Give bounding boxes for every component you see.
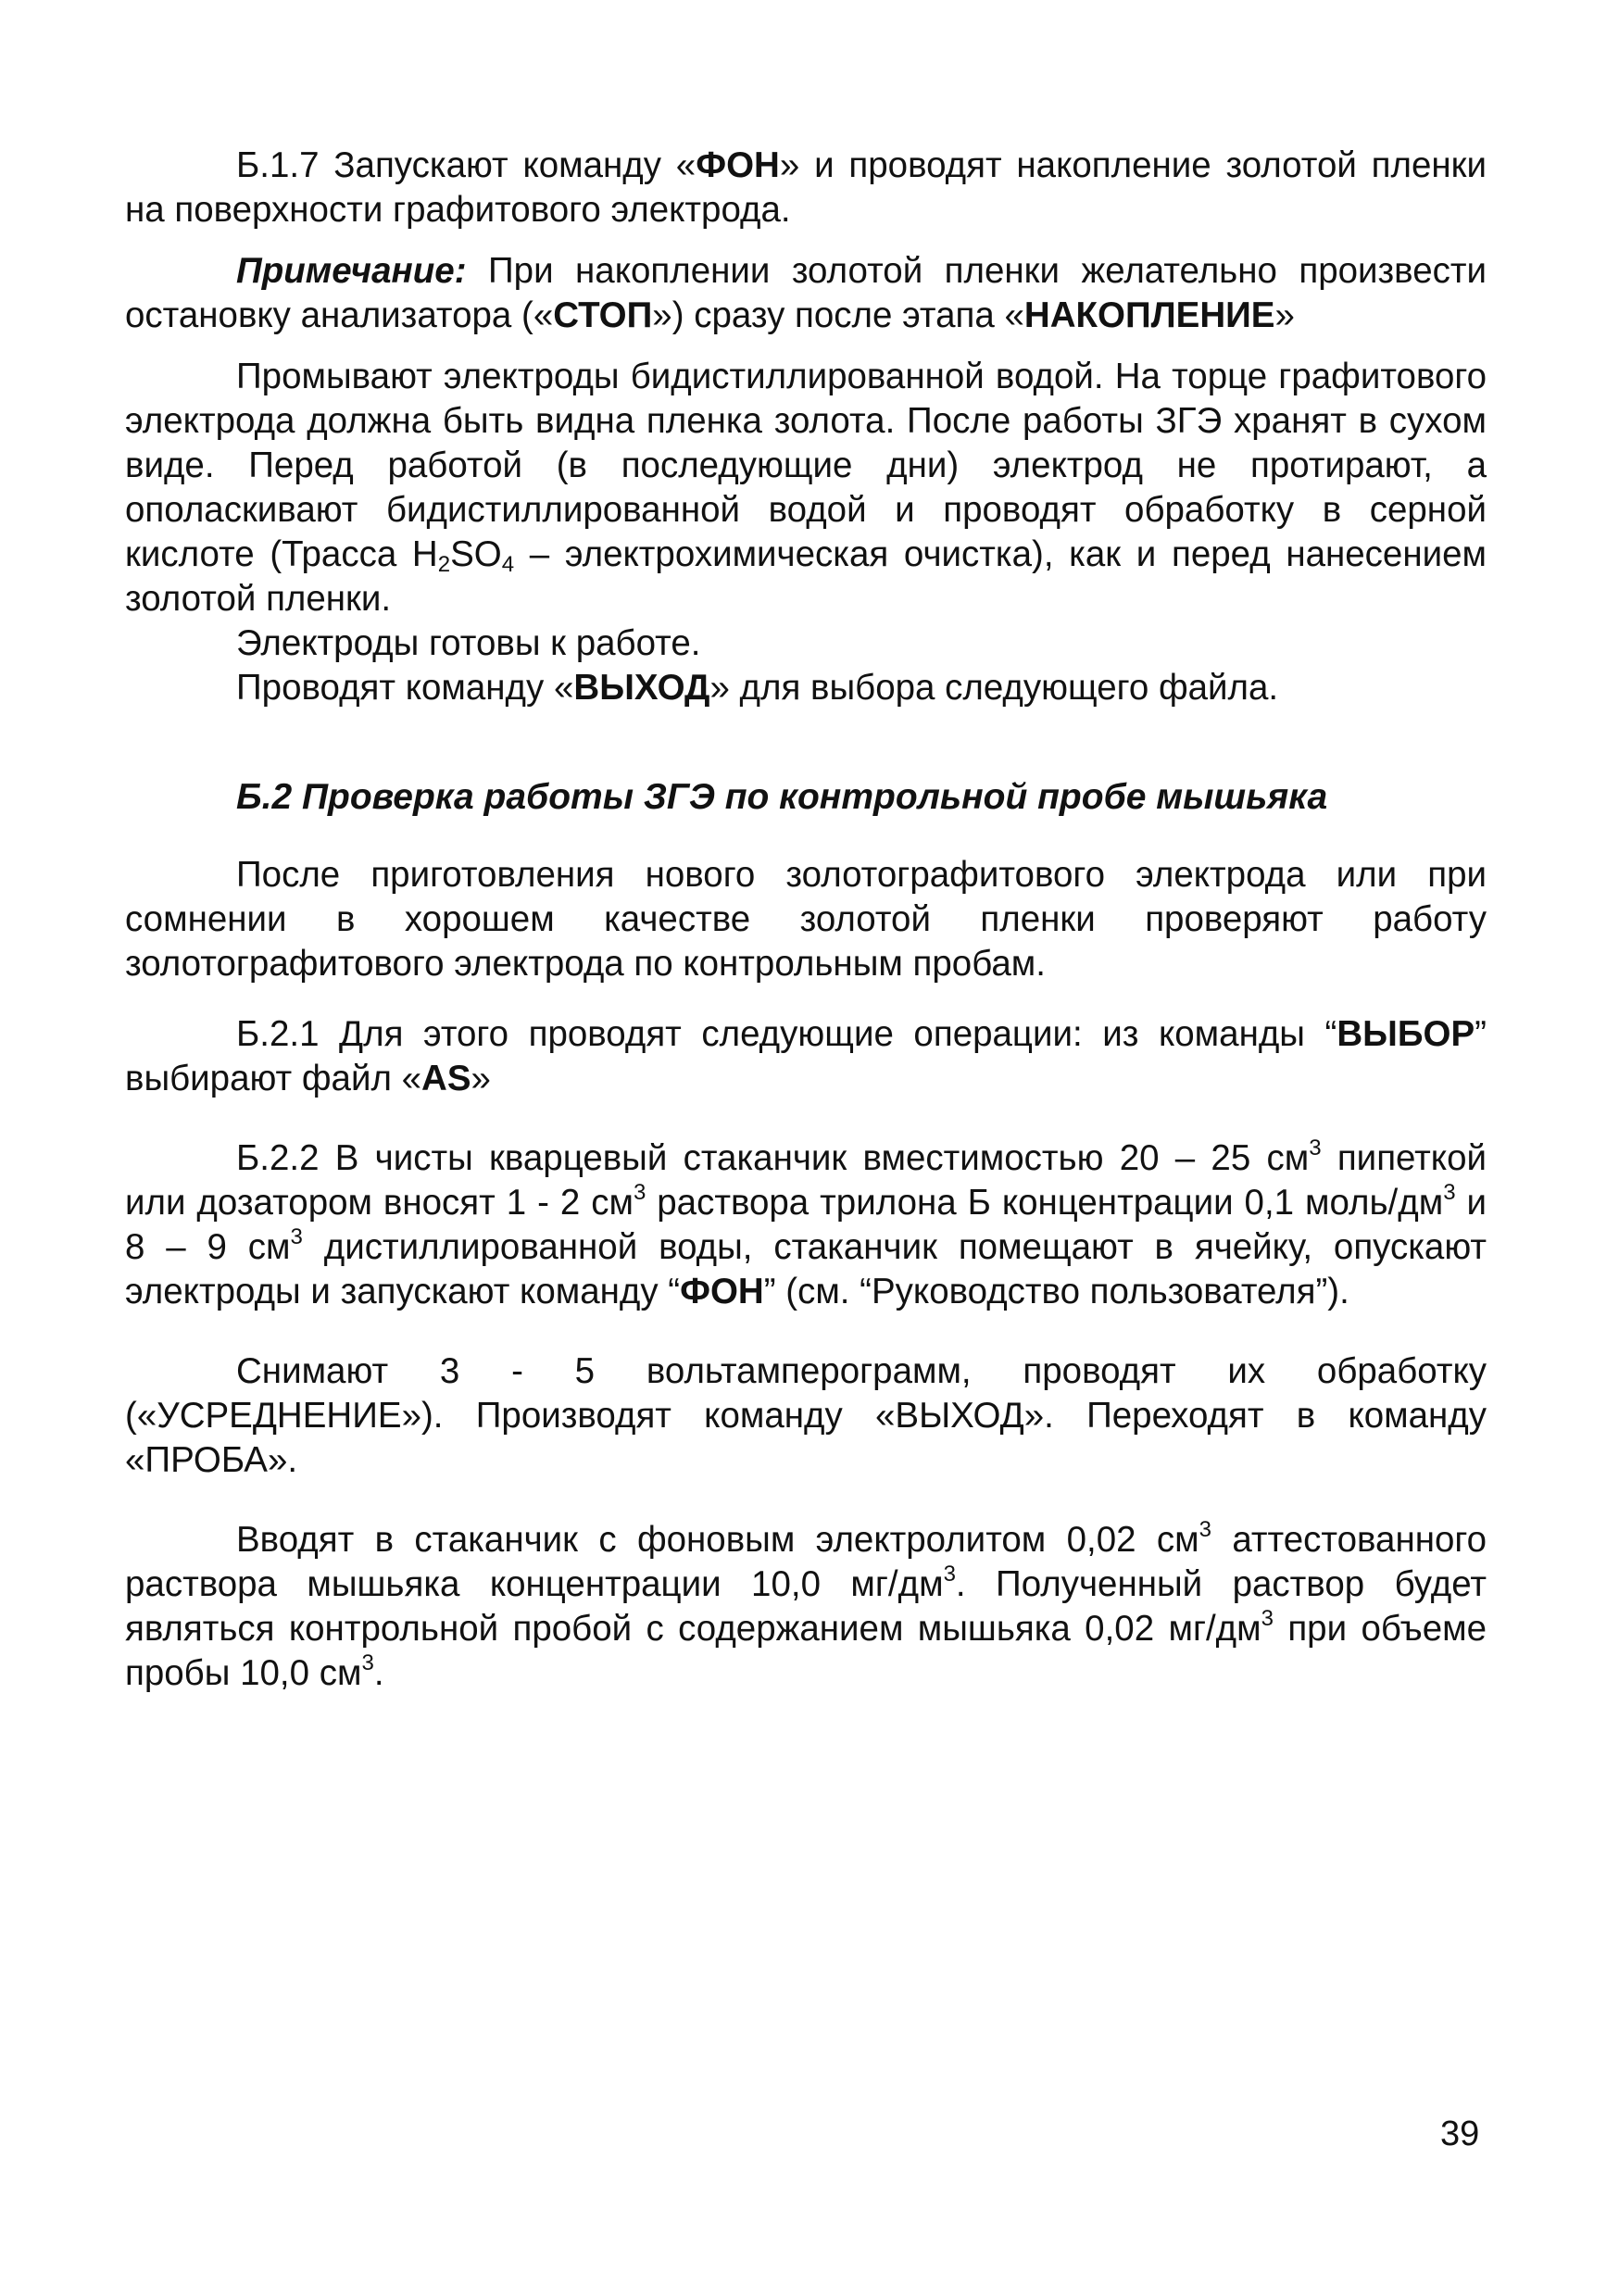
command-fon: ФОН (680, 1272, 764, 1311)
text-run: При накоплении золотой пленки желательно произвести остановку анализатора (« (125, 251, 1487, 335)
text-run: Б.2.2 В чисты кварцевый стаканчик вместимостью 20 – 25 см (236, 1138, 1310, 1178)
text-run: аттестованного раствора мышьяка концентрации 10,0 мг/дм (125, 1520, 1487, 1604)
text-run: дистиллированной воды, стаканчик помещают в ячейку, опускают электроды и запускают команду “ (125, 1227, 1487, 1311)
paragraph-b22 (125, 1136, 1487, 1314)
text-run: Промывают электроды бидистиллированной водой. На торце графитового электрода должна быть видна пленка золота. После работы ЗГЭ хранят в сухом виде. Перед работой (в последующие дни) электрод не протирают, а ополаскивают бидистиллированной водой и проводят обработку в серной кислоте (Трасса H (125, 357, 1487, 574)
text-run: Б.2.1 Для этого проводят следующие операции: из команды “ (236, 1014, 1337, 1054)
text-run: » (471, 1059, 491, 1098)
paragraph-b17 (125, 144, 1487, 232)
paragraph-ready: Электроды готовы к работе. (236, 623, 701, 663)
text-run: и 8 – 9 см (125, 1183, 1487, 1267)
paragraph-control-sample (125, 1518, 1487, 1696)
text-run: » и проводят накопление золотой пленки на поверхности графитового электрода. (125, 145, 1487, 230)
superscript: 3 (1199, 1517, 1211, 1542)
paragraph-voltammograms: Снимают 3 - 5 вольтамперограмм, проводят их обработку («УСРЕДНЕНИЕ»). Производят команду «ВЫХОД». Переходят в команду «ПРОБА». (125, 1351, 1487, 1480)
note-paragraph (125, 249, 1487, 338)
text-run: Вводят в стаканчик с фоновым электролитом 0,02 см (236, 1520, 1199, 1560)
text-run: Б.1.7 Запускают команду « (236, 145, 697, 185)
text-run: ” (см. “Руководство пользователя”). (763, 1272, 1349, 1311)
superscript: 3 (290, 1224, 303, 1249)
superscript: 3 (1309, 1135, 1322, 1161)
note-label: Примечание: (236, 251, 467, 291)
text-run: – электрохимическая очистка), как и перед нанесением золотой пленки. (125, 534, 1487, 619)
text-run: ” выбирают файл « (125, 1014, 1487, 1098)
superscript: 3 (633, 1180, 646, 1205)
text-run: раствора трилона Б концентрации 0,1 моль/дм (646, 1183, 1444, 1223)
paragraph-b21 (125, 1012, 1487, 1101)
text-run: Проводят команду « (236, 668, 574, 708)
text-run: » для выбора следующего файла. (709, 668, 1279, 708)
page-number: 39 (1440, 2114, 1480, 2153)
superscript: 3 (1443, 1180, 1456, 1205)
paragraph-intro-b2: После приготовления нового золотографитового электрода или при сомнении в хорошем качестве золотой пленки проверяют работу золотографитового электрода по контрольным пробам. (125, 855, 1487, 984)
text-run: пипеткой или дозатором вносят 1 - 2 см (125, 1138, 1487, 1223)
section-heading-b2: Б.2 Проверка работы ЗГЭ по контрольной пробе мышьяка (236, 777, 1328, 817)
command-stop: СТОП (553, 295, 653, 335)
document-page (125, 144, 1487, 1696)
command-vybor: ВЫБОР (1337, 1014, 1475, 1054)
command-fon: ФОН (696, 145, 780, 185)
file-as: AS (421, 1059, 471, 1098)
text-run: ») сразу после этапа « (652, 295, 1024, 335)
command-vykhod: ВЫХОД (573, 668, 710, 708)
superscript: 3 (1261, 1606, 1274, 1631)
superscript: 3 (943, 1562, 956, 1587)
text-run: » (1274, 295, 1295, 335)
text-run: при объеме пробы 10,0 см (125, 1609, 1487, 1693)
paragraph-rinse (125, 355, 1487, 621)
text-run: . Полученный раствор будет являться контрольной пробой с содержанием мышьяка 0,02 мг/дм (125, 1564, 1487, 1649)
superscript: 3 (361, 1650, 374, 1675)
paragraph-exit (125, 666, 1487, 710)
text-run: . (373, 1653, 384, 1693)
subscript: 2 (437, 552, 451, 577)
subscript: 4 (501, 552, 515, 577)
command-nakoplenie: НАКОПЛЕНИЕ (1023, 295, 1275, 335)
text-run: SO (450, 534, 502, 574)
